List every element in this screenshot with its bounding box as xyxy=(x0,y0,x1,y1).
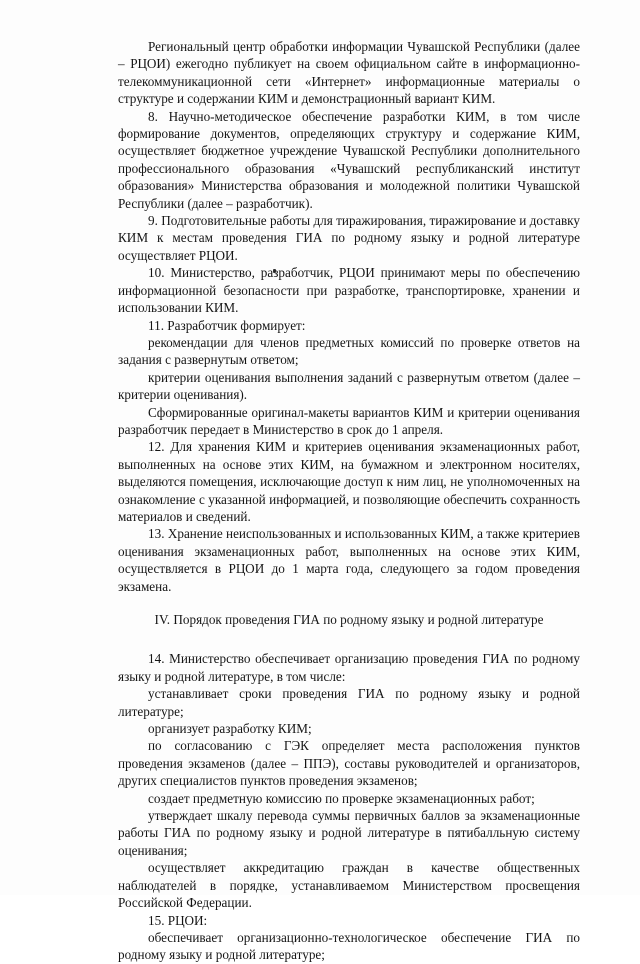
paragraph-9: 9. Подготовительные работы для тиражирования, тиражирование и доставку КИМ к местам проведения ГИА по родному языку и родной литературе осуществляет РЦОИ. xyxy=(118,213,580,263)
paragraph-15-provision: обеспечивает организационно-технологическое обеспечение ГИА по родному языку и родной литературе; xyxy=(118,929,580,963)
paragraph-11: 11. Разработчик формирует: xyxy=(148,317,306,333)
paragraph-14-accreditation: осуществляет аккредитацию граждан в качестве общественных наблюдателей в порядке, устанавливаемом Министерством просвещения Российской Федерации. xyxy=(118,860,580,911)
paragraph-15: 15. РЦОИ: xyxy=(148,912,208,928)
paragraph-13: 13. Хранение неиспользованных и использованных КИМ, а также критериев оценивания экзаменационных работ, выполненных на основе этих КИМ, осуществляется в РЦОИ до 1 марта года, следующего за годом проведения экзамена. xyxy=(118,526,580,594)
paragraph-12: 12. Для хранения КИМ и критериев оценивания экзаменационных работ, выполненных на основе этих КИМ, на бумажном и электронном носителях, выделяются помещения, исключающие доступ к ним лиц, не уполномоченных на ознакомление с указанной информацией, и позволяющие обеспечить сохранность материалов и сведений. xyxy=(118,439,580,524)
paragraph-8: 8. Научно-методическое обеспечение разработки КИМ, в том числе формирование документов, определяющих структуру и содержание КИМ, осуществляет бюджетное учреждение Чувашской Республики дополнительного профессионального образования «Чувашский республиканский институт образования» Министерства образования и молодежной политики Чувашской Республики (далее – разработчик). xyxy=(118,108,580,211)
section-heading: IV. Порядок проведения ГИА по родному языку и родной литературе xyxy=(154,612,544,627)
paragraph-14-ppe: по согласованию с ГЭК определяет места расположения пунктов проведения экзаменов (далее – ППЭ), составы руководителей и организаторов, других специалистов пунктов проведения экзаменов; xyxy=(118,738,580,789)
paragraph-14-scale: утверждает шкалу перевода суммы первичных баллов за экзаменационные работы ГИА по родному языку и родной литературе в пятибалльную систему оценивания; xyxy=(118,808,580,858)
document-body xyxy=(118,38,580,964)
paragraph-14-kim: организует разработку КИМ; xyxy=(148,721,312,737)
paragraph-14-commission: создает предметную комиссию по проверке экзаменационных работ; xyxy=(148,790,535,806)
paragraph-11-criteria: критерии оценивания выполнения заданий с развернутым ответом (далее – критерии оценивания). xyxy=(118,369,580,403)
paragraph-14: 14. Министерство обеспечивает организацию проведения ГИА по родному языку и родной литературе, в том числе: xyxy=(118,651,580,684)
paragraph-14-deadlines: устанавливает сроки проведения ГИА по родному языку и родной литературе; xyxy=(118,686,580,719)
paragraph-10: 10. Министерство, разработчик, РЦОИ принимают меры по обеспечению информационной безопасности при разработке, транспортировке, хранении и использовании КИМ. xyxy=(118,265,580,316)
paragraph-11-deadline: Сформированные оригинал-макеты вариантов КИМ и критерии оценивания разработчик передает в Министерство в срок до 1 апреля. xyxy=(118,404,580,437)
paragraph-11-recommendations: рекомендации для членов предметных комиссий по проверке ответов на задания с развернутым ответом; xyxy=(118,334,580,368)
paragraph-rcoi-publication: Региональный центр обработки информации Чувашской Республики (далее – РЦОИ) ежегодно публикует на своем официальном сайте в информационно-телекоммуникационной сети «Интернет» информационные материалы о структуре и содержании КИМ и демонстрационный вариант КИМ. xyxy=(118,39,580,107)
